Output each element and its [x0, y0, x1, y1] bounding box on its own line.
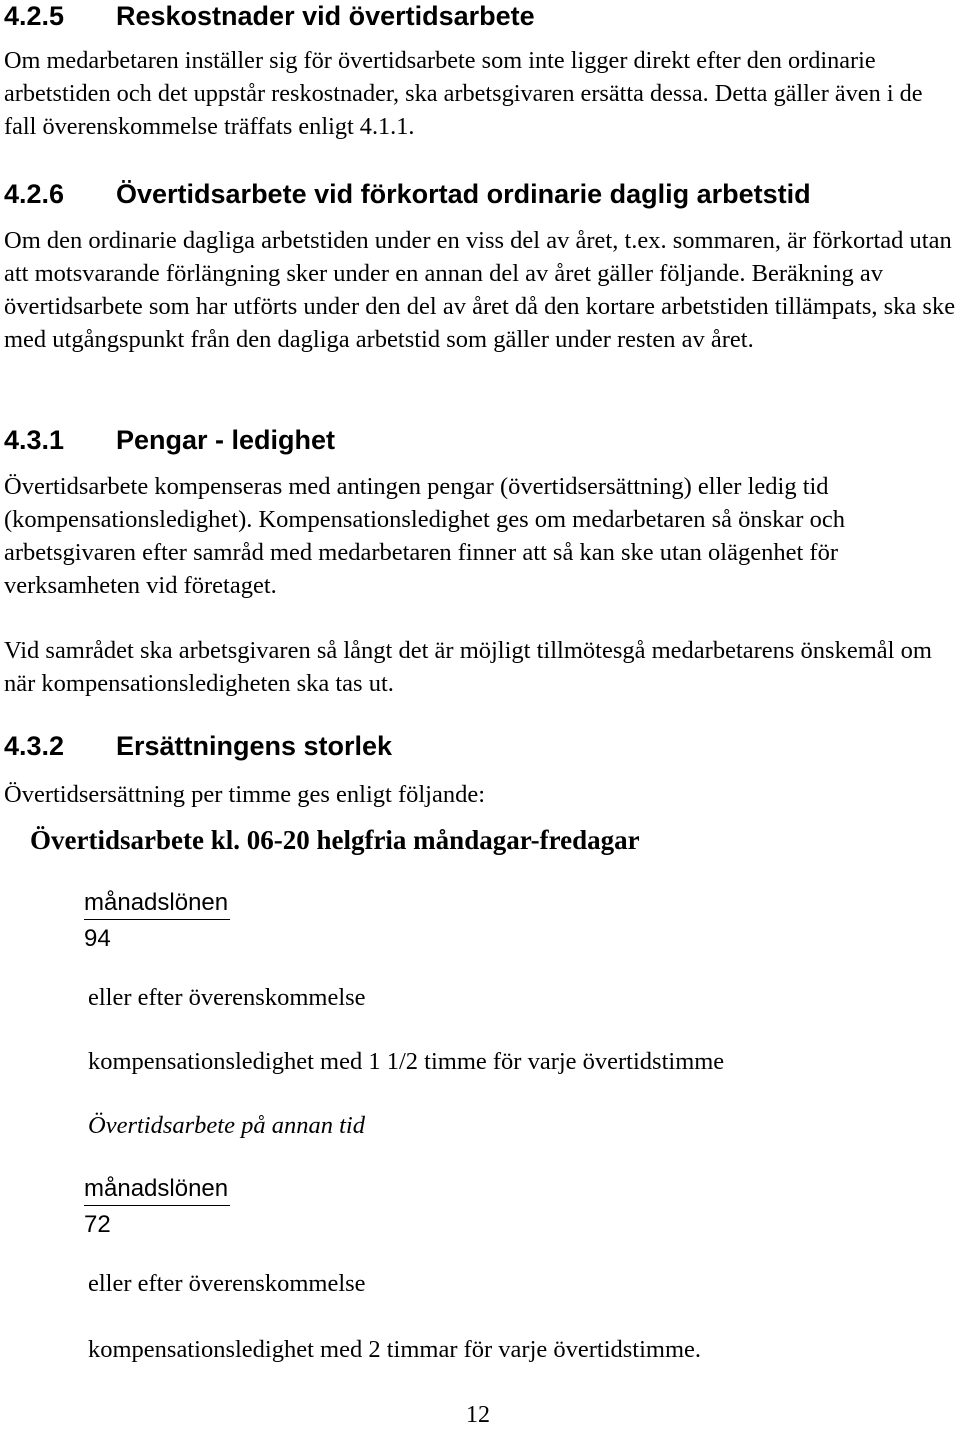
fraction-numerator: månadslönen — [84, 888, 230, 920]
weekday-fraction — [84, 888, 230, 954]
heading-title: Ersättningens storlek — [116, 731, 393, 761]
heading-4-3-2 — [4, 730, 392, 762]
other-fraction — [84, 1174, 230, 1240]
other-compensation: kompensationsledighet med 2 timmar för varje övertidstimme. — [88, 1336, 702, 1363]
paragraph-ersattning-intro: Övertidsersättning per timme ges enligt följande: — [4, 781, 486, 808]
other-alternative: eller efter överenskommelse — [88, 1270, 366, 1297]
weekday-alternative: eller efter överenskommelse — [88, 984, 366, 1011]
weekday-compensation: kompensationsledighet med 1 1/2 timme för varje övertidstimme — [88, 1048, 725, 1075]
heading-4-2-6 — [4, 178, 811, 210]
weekday-heading: Övertidsarbete kl. 06-20 helgfria måndagar-fredagar — [30, 825, 640, 855]
paragraph-reskostnader: Om medarbetaren inställer sig för övertidsarbete som inte ligger direkt efter den ordinarie arbetstiden och det uppstår reskostnader, ska arbetsgivaren ersätta dessa. Detta gäller även i de fall överenskommelse träffats enligt 4.1.1. — [4, 47, 923, 140]
heading-4-3-1 — [4, 424, 335, 456]
heading-4-2-5 — [4, 0, 535, 32]
paragraph-forkortad-arbetstid: Om den ordinarie dagliga arbetstiden under en viss del av året, t.ex. sommaren, är förkortad utan att motsvarande förlängning sker under en annan del av året gäller följande. Beräkning av övertidsarbete som har utförts under den del av året då den kortare arbetstiden tillämpats, ska ske med utgångspunkt från den dagliga arbetstid som gäller under resten av året. — [4, 227, 956, 353]
heading-number: 4.3.1 — [4, 425, 65, 455]
heading-number: 4.3.2 — [4, 731, 65, 761]
fraction-denominator: 94 — [84, 925, 111, 952]
other-time-heading: Övertidsarbete på annan tid — [88, 1112, 365, 1139]
fraction-numerator: månadslönen — [84, 1174, 230, 1206]
page-number: 12 — [466, 1402, 490, 1428]
paragraph-pengar-ledighet: Övertidsarbete kompenseras med antingen pengar (övertidsersättning) eller ledig tid (kompensationsledighet). Kompensationsledighet ges om medarbetaren så önskar och arbetsgivaren efter samråd med medarbetaren finner att så kan ske utan olägenhet för verksamheten vid företaget. — [4, 473, 845, 599]
fraction-denominator: 72 — [84, 1211, 111, 1238]
heading-title: Reskostnader vid övertidsarbete — [116, 1, 535, 31]
paragraph-samradet: Vid samrådet ska arbetsgivaren så långt det är möjligt tillmötesgå medarbetarens önskemål om när kompensationsledigheten ska tas ut. — [4, 637, 932, 697]
heading-number: 4.2.5 — [4, 1, 65, 31]
heading-title: Pengar - ledighet — [116, 425, 336, 455]
heading-number: 4.2.6 — [4, 179, 65, 209]
heading-title: Övertidsarbete vid förkortad ordinarie daglig arbetstid — [116, 179, 811, 209]
